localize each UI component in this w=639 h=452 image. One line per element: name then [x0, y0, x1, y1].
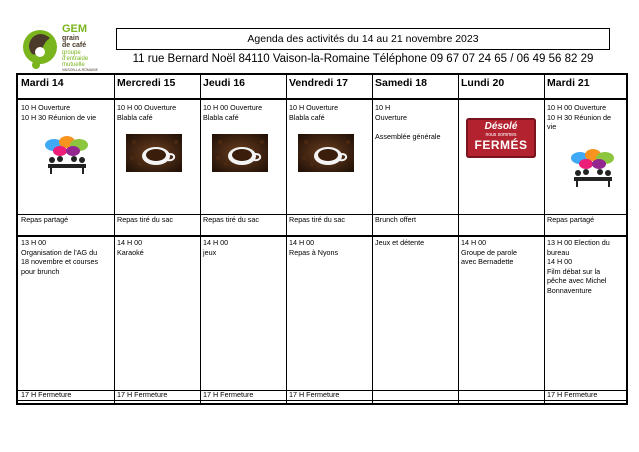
- closing-time: [547, 390, 597, 400]
- afternoon-activity-line: 14 H 00: [203, 238, 229, 247]
- afternoon-activity-line: pour brunch: [21, 266, 60, 276]
- closing-time: [117, 390, 167, 400]
- closing-time-line: 17 H Fermeture: [289, 390, 340, 399]
- lunch-activity: [21, 215, 68, 225]
- afternoon-activity-line: 14 H 00: [289, 238, 315, 247]
- morning-activity-line: 10 H 00 Ouverture: [203, 103, 263, 112]
- afternoon-activity: [547, 238, 610, 296]
- closed-sign-line3: FERMÉS: [474, 138, 528, 152]
- afternoon-activity-line: 18 novembre et courses: [21, 257, 99, 267]
- day-header: Jeudi 16: [203, 77, 246, 89]
- lunch-activity: [203, 215, 259, 225]
- agenda-title: Agenda des activités du 14 au 21 novembre 2023: [116, 28, 610, 50]
- afternoon-activity-line: Jeux et détente: [375, 238, 425, 247]
- lunch-activity-line: Repas tiré du sac: [117, 215, 173, 224]
- closed-sign-line2: nous sommes: [485, 132, 517, 138]
- svg-text:d'entraide: d'entraide: [62, 56, 89, 62]
- afternoon-activity-line: Karaoké: [117, 247, 144, 257]
- svg-text:de café: de café: [62, 42, 87, 49]
- coffee-cup-photo: [298, 134, 354, 177]
- column-divider: [544, 75, 545, 403]
- afternoon-activity: [117, 238, 144, 257]
- morning-activity-line: 10 H 30 Réunion de vie: [21, 112, 97, 122]
- lunch-activity-line: Repas tiré du sac: [289, 215, 345, 224]
- coffee-cup-photo: [212, 134, 268, 177]
- closing-time: [203, 390, 253, 400]
- column-divider: [114, 75, 115, 403]
- closing-time: [21, 390, 71, 400]
- closed-sign-line1: Désolé: [484, 121, 518, 132]
- column-divider: [372, 75, 373, 403]
- morning-activity-line: 10 H 30 Réunion de: [547, 112, 611, 122]
- lunch-activity: [547, 215, 594, 225]
- morning-activity: [21, 103, 96, 122]
- gem-logo: [18, 20, 118, 74]
- meeting-icon: [568, 148, 618, 195]
- afternoon-activity-line: 13 H 00: [21, 238, 47, 247]
- closing-time-line: 17 H Fermeture: [117, 390, 168, 399]
- morning-activity-line: 10 H: [375, 103, 391, 112]
- afternoon-activity-line: 14 H 00: [461, 238, 487, 247]
- logo-gem: GEM: [62, 23, 88, 35]
- morning-activity: [375, 103, 441, 141]
- address-line: 11 rue Bernard Noël 84110 Vaison-la-Romaine Téléphone 09 67 07 24 65 / 06 49 56 82 29: [132, 53, 594, 65]
- afternoon-activity: [289, 238, 338, 257]
- afternoon-activity-line: Film débat sur la: [547, 266, 601, 276]
- meeting-icon: [42, 135, 92, 182]
- day-header: Vendredi 17: [289, 77, 348, 89]
- coffee-cup-photo: [126, 134, 182, 177]
- lunch-activity: [375, 215, 416, 225]
- afternoon-activity: [375, 238, 424, 248]
- morning-activity: [117, 103, 176, 122]
- morning-activity: [289, 103, 338, 122]
- column-divider: [200, 75, 201, 403]
- closing-time-line: 17 H Fermeture: [21, 390, 72, 399]
- day-header: Lundi 20: [461, 77, 505, 89]
- lunch-activity-line: Repas partagé: [547, 215, 595, 224]
- morning-activity: [203, 103, 262, 122]
- afternoon-activity-line: Repas à Nyons: [289, 247, 339, 257]
- afternoon-activity-line: Bonnaventure: [547, 285, 592, 295]
- morning-activity-line: Ouverture: [375, 112, 407, 122]
- morning-activity-line: Blabla café: [117, 112, 153, 122]
- row-divider: [18, 235, 626, 237]
- day-header: Mardi 21: [547, 77, 590, 89]
- morning-activity-line: 10 H Ouverture: [289, 103, 339, 112]
- morning-activity-line: [375, 122, 441, 132]
- morning-activity-line: 10 H 00 Ouverture: [547, 103, 607, 112]
- row-divider: [18, 98, 626, 100]
- svg-text:groupe: groupe: [62, 50, 81, 56]
- svg-text:grain: grain: [62, 35, 80, 42]
- agenda-table: [16, 73, 628, 405]
- closing-time-line: 17 H Fermeture: [547, 390, 598, 399]
- afternoon-activity-line: avec Bernadette: [461, 257, 514, 267]
- lunch-activity-line: Brunch offert: [375, 215, 417, 224]
- lunch-activity: [289, 215, 345, 225]
- morning-activity-line: Blabla café: [289, 112, 325, 122]
- afternoon-activity-line: Groupe de parole: [461, 247, 517, 257]
- closing-time-line: 17 H Fermeture: [203, 390, 254, 399]
- morning-activity-line: Blabla café: [203, 112, 239, 122]
- afternoon-activity-line: Organisation de l'AG du: [21, 247, 98, 257]
- afternoon-activity-line: 14 H 00: [547, 257, 573, 267]
- svg-text:VAISON-LA-ROMAINE: VAISON-LA-ROMAINE: [62, 68, 98, 72]
- morning-activity-line: vie: [547, 122, 557, 132]
- morning-activity: [547, 103, 611, 132]
- lunch-activity: [117, 215, 173, 225]
- afternoon-activity-line: pêche avec Michel: [547, 276, 607, 286]
- morning-activity-line: Assemblée générale: [375, 131, 441, 141]
- afternoon-activity-line: 14 H 00: [117, 238, 143, 247]
- afternoon-activity-line: jeux: [203, 247, 217, 257]
- day-header: Mercredi 15: [117, 77, 176, 89]
- closing-time: [289, 390, 339, 400]
- closed-sign: [466, 118, 536, 158]
- afternoon-activity: [21, 238, 98, 276]
- lunch-activity-line: Repas partagé: [21, 215, 69, 224]
- svg-text:mutuelle: mutuelle: [62, 62, 85, 68]
- row-divider: [18, 400, 626, 401]
- morning-activity-line: 10 H 00 Ouverture: [117, 103, 177, 112]
- day-header: Samedi 18: [375, 77, 427, 89]
- afternoon-activity-line: 13 H 00 Election du: [547, 238, 610, 247]
- column-divider: [458, 75, 459, 403]
- afternoon-activity: [203, 238, 228, 257]
- day-header: Mardi 14: [21, 77, 64, 89]
- afternoon-activity: [461, 238, 517, 267]
- lunch-activity-line: Repas tiré du sac: [203, 215, 259, 224]
- afternoon-activity-line: bureau: [547, 247, 570, 257]
- morning-activity-line: 10 H Ouverture: [21, 103, 71, 112]
- column-divider: [286, 75, 287, 403]
